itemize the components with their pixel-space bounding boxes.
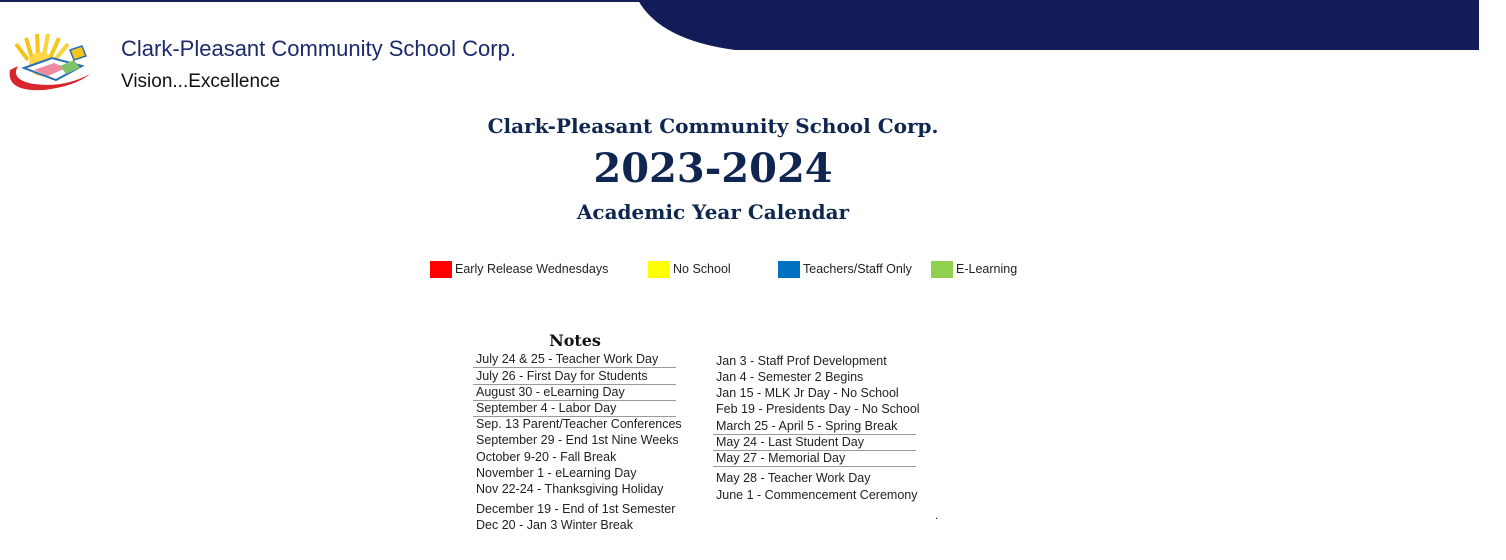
legend-label: Teachers/Staff Only xyxy=(803,262,912,276)
note-left: December 19 - End of 1st Semester xyxy=(476,502,676,516)
trailing-period: . xyxy=(935,508,939,522)
note-right: Feb 19 - Presidents Day - No School xyxy=(716,402,920,416)
notes-title: Notes xyxy=(549,331,601,350)
document-subtitle: Academic Year Calendar xyxy=(576,200,850,224)
banner-shape xyxy=(638,0,1479,50)
note-right: Jan 3 - Staff Prof Development xyxy=(716,354,887,368)
legend-swatch-yellow xyxy=(648,261,670,278)
legend-item-teachers-staff xyxy=(778,260,912,278)
note-left: Dec 20 - Jan 3 Winter Break xyxy=(476,518,634,532)
note-right: Jan 4 - Semester 2 Begins xyxy=(716,370,864,384)
document-year-heading: 2023-2024 xyxy=(593,145,833,192)
note-left: Sep. 13 Parent/Teacher Conferences xyxy=(476,417,682,431)
note-right: May 24 - Last Student Day xyxy=(713,435,916,451)
document-org-heading: Clark-Pleasant Community School Corp. xyxy=(487,114,939,138)
note-left: November 1 - eLearning Day xyxy=(476,466,637,480)
note-left: Nov 22-24 - Thanksgiving Holiday xyxy=(476,482,664,496)
note-left: September 4 - Labor Day xyxy=(473,401,676,417)
legend-label: E-Learning xyxy=(956,262,1018,276)
legend-item-elearning xyxy=(931,260,1017,278)
site-tagline: Vision...Excellence xyxy=(121,71,281,92)
legend-item-no-school xyxy=(648,260,731,278)
legend-swatch-red xyxy=(430,261,452,278)
note-left: September 29 - End 1st Nine Weeks xyxy=(476,433,679,447)
note-right: May 27 - Memorial Day xyxy=(713,451,916,467)
note-left: July 26 - First Day for Students xyxy=(473,369,676,385)
note-right: March 25 - April 5 - Spring Break xyxy=(713,419,916,435)
legend-swatch-green xyxy=(931,261,953,278)
note-right: June 1 - Commencement Ceremony xyxy=(716,488,918,502)
legend-label: No School xyxy=(673,262,731,276)
legend-label: Early Release Wednesdays xyxy=(455,262,609,276)
school-logo-icon[interactable] xyxy=(4,28,100,94)
legend-item-early-release xyxy=(430,260,608,278)
legend-swatch-blue xyxy=(778,261,800,278)
note-left: July 24 & 25 - Teacher Work Day xyxy=(473,352,676,368)
note-right: Jan 15 - MLK Jr Day - No School xyxy=(716,386,899,400)
note-right: May 28 - Teacher Work Day xyxy=(716,471,871,485)
note-left: October 9-20 - Fall Break xyxy=(476,450,617,464)
site-title[interactable]: Clark-Pleasant Community School Corp. xyxy=(121,36,516,61)
note-left: August 30 - eLearning Day xyxy=(473,385,676,401)
